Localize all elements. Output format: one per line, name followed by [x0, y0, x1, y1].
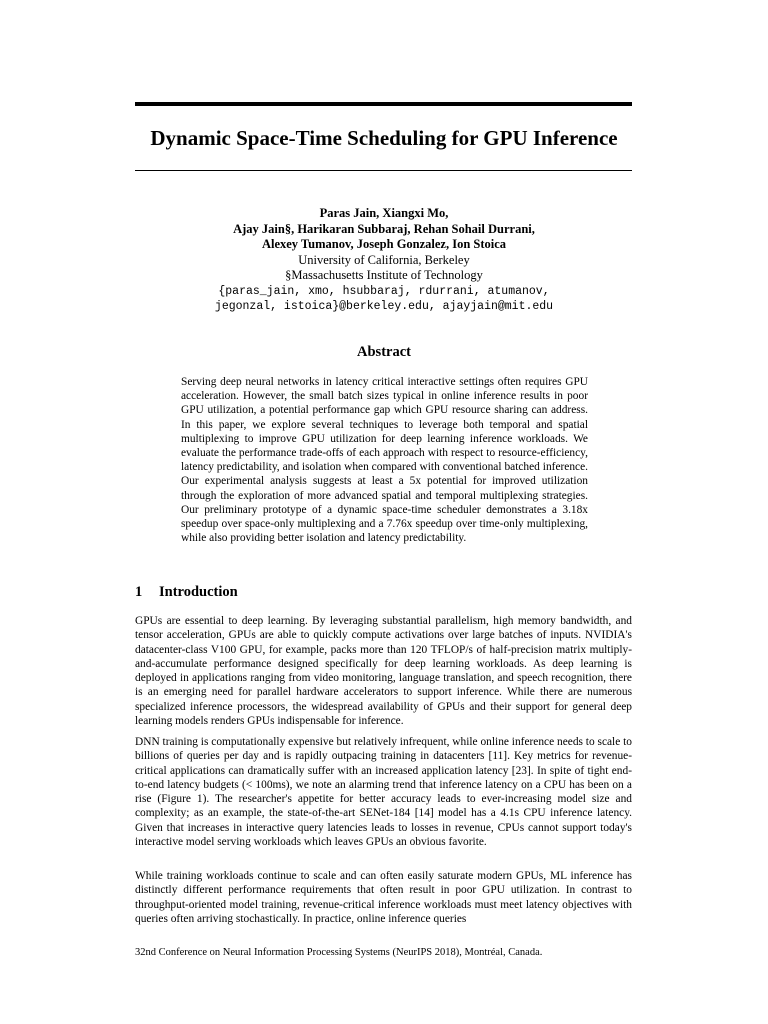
- authors-line-2: Ajay Jain§, Harikaran Subbaraj, Rehan Sohail Durrani,: [233, 221, 535, 236]
- authors-line-1: Paras Jain, Xiangxi Mo,: [319, 206, 449, 220]
- abstract-text: Serving deep neural networks in latency critical interactive settings often requires GPU acceleration. However, the small batch sizes typical in online inference results in poor GPU utilization, a potential performance gap which GPU resource sharing can address. In this paper, we explore several techniques to leverage both temporal and spatial multiplexing to improve GPU utilization for deep learning inference workloads. We evaluate the performance trade-offs of each approach with respect to resource-efficiency, latency predictability, and isolation when compared with conventional batched inference. Our experimental analysis suggests at least a 5x potential for improved utilization through the exploration of more advanced spatial and temporal multiplexing strategies. Our preliminary prototype of a dynamic space-time scheduler demonstrates a 3.18x speedup over space-only multiplexing and a 7.76x speedup over time-only multiplexing, while also providing better isolation and latency predictability.: [181, 376, 588, 545]
- abstract-heading: Abstract: [357, 344, 411, 360]
- authors-line-3: Alexey Tumanov, Joseph Gonzalez, Ion Stoica: [261, 237, 507, 251]
- conference-footer: 32nd Conference on Neural Information Processing Systems (NeurIPS 2018), Montréal, Canada.: [135, 947, 543, 958]
- title-top-rule: [135, 102, 632, 106]
- email-line-2: jegonzal, istoica}@berkeley.edu, ajayjain@mit.edu: [214, 300, 554, 313]
- section-number: 1: [135, 584, 143, 600]
- author-block: [134, 206, 634, 315]
- intro-paragraph-2: DNN training is computationally expensive but relatively infrequent, while online inference needs to scale to billions of queries per day and is rapidly outpacing training in datacenters [11]. Key metrics for revenue-critical applications can dramatically suffer with an increased application latency [23]. In spite of tight end-to-end latency budgets (< 100ms), we note an alarming trend that inference latency on a CPU has been on a rise (Figure 1). The researcher's appetite for better accuracy leads to ever-increasing model size and complexity; as an example, the state-of-the-art SENet-184 [14] model has a 4.1s CPU inference latency. Given that increases in interactive query latencies leads to losses in revenue, CPUs cannot support today's interactive model serving workloads which leaves GPUs an obvious favorite.: [135, 736, 632, 849]
- section-heading-introduction: [135, 582, 632, 602]
- email-line-1: {paras_jain, xmo, hsubbaraj, rdurrani, atumanov,: [218, 284, 550, 298]
- section-title: Introduction: [159, 584, 238, 600]
- title-bottom-rule: [135, 170, 632, 171]
- intro-paragraph-1: GPUs are essential to deep learning. By leveraging substantial parallelism, high memory bandwidth, and tensor acceleration, GPUs are able to quickly compute activations over large batches of inputs. NVIDIA's datacenter-class V100 GPU, for example, packs more than 120 TFLOP/s of half-precision matrix multiply-and-accumulate performance designed specifically for deep learning workloads. As deep learning is deployed in applications ranging from video monitoring, language translation, and speech recognition, there is an emerging need for parallel hardware accelerators to support inference. While there are numerous specialized inference processors, the widespread availability of GPUs and their support for general deep learning models renders GPUs indispensable for inference.: [135, 615, 632, 728]
- paper-title: Dynamic Space-Time Scheduling for GPU Inference: [150, 126, 618, 150]
- affiliation-berkeley: University of California, Berkeley: [298, 252, 470, 267]
- affiliation-mit: §Massachusetts Institute of Technology: [285, 268, 483, 282]
- intro-paragraph-3: While training workloads continue to scale and can often easily saturate modern GPUs, ML inference has distinctly different performance requirements that often result in poor GPU utilization. In contrast to throughput-oriented model training, revenue-critical inference workloads must meet latency objectives with queries often arriving stochastically. In practice, online inference queries: [135, 870, 632, 925]
